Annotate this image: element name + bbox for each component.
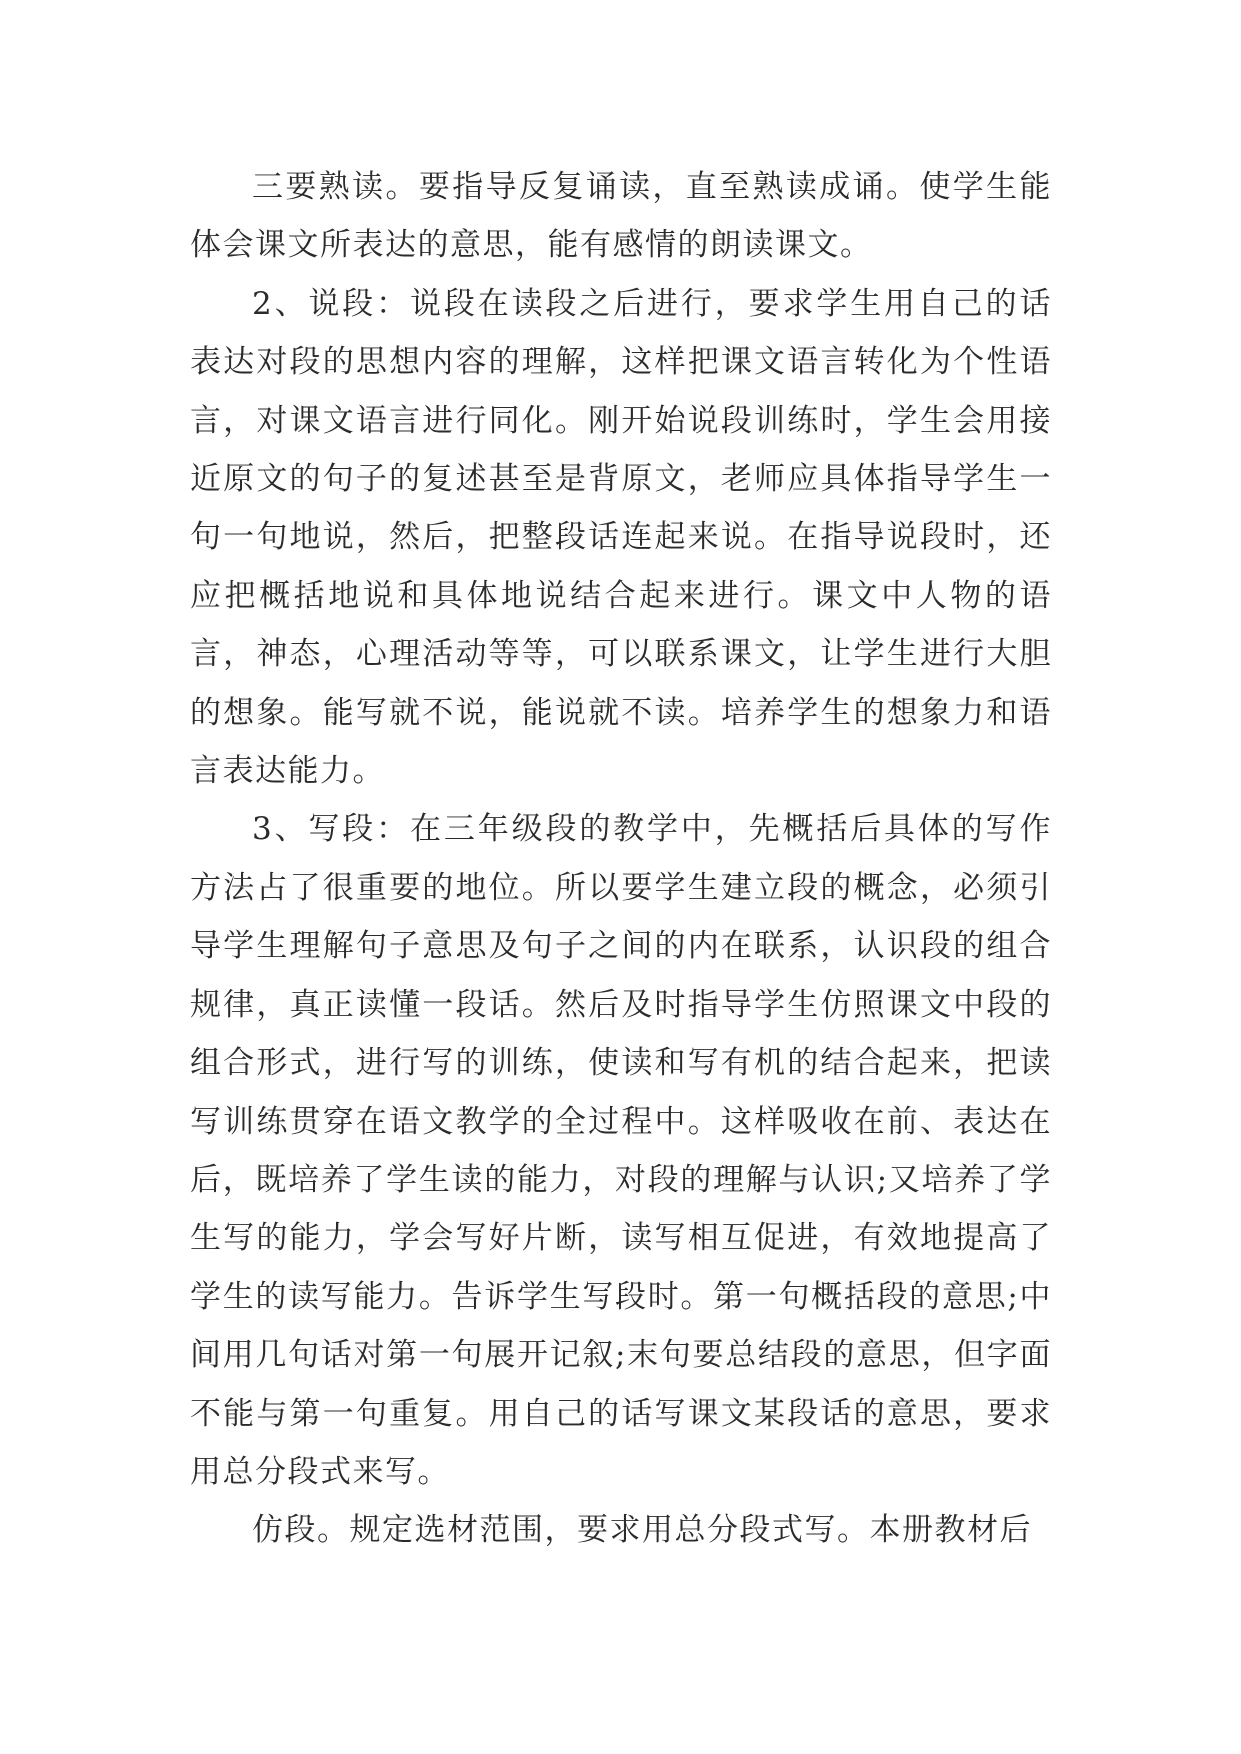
paragraph-imitation: 仿段。规定选材范围，要求用总分段式写。本册教材后	[252, 1512, 1032, 1549]
paragraph-speaking: 2、说段：说段在读段之后进行，要求学生用自己的话表达对段的思想内容的理解，这样把课文语言转化为个性语言，对课文语言进行同化。刚开始说段训练时，学生会用接近原文的句子的复述甚至是背原文，老师应具体指导学生一句一句地说，然后，把整段话连起来说。在指导说段时，还应把概括地说和具体地说结合起来进行。课文中人物的语言，神态，心理活动等等，可以联系课文，让学生进行大胆的想象。能写就不说，能说就不读。培养学生的想象力和语言表达能力。	[190, 285, 1052, 790]
paragraph-writing: 3、写段：在三年级段的教学中，先概括后具体的写作方法占了很重要的地位。所以要学生建立段的概念，必须引导学生理解句子意思及句子之间的内在联系，认识段的组合规律，真正读懂一段话。然后及时指导学生仿照课文中段的组合形式，进行写的训练，使读和写有机的结合起来，把读写训练贯穿在语文教学的全过程中。这样吸收在前、表达在后，既培养了学生读的能力，对段的理解与认识;又培养了学生写的能力，学会写好片断，读写相互促进，有效地提高了学生的读写能力。告诉学生写段时。第一句概括段的意思;中间用几句话对第一句展开记叙;末句要总结段的意思，但字面不能与第一句重复。用自己的话写课文某段话的意思，要求用总分段式来写。	[190, 811, 1052, 1490]
paragraph-reading: 三要熟读。要指导反复诵读，直至熟读成诵。使学生能体会课文所表达的意思，能有感情的朗读课文。	[190, 169, 1052, 264]
body-text	[190, 158, 1052, 1560]
